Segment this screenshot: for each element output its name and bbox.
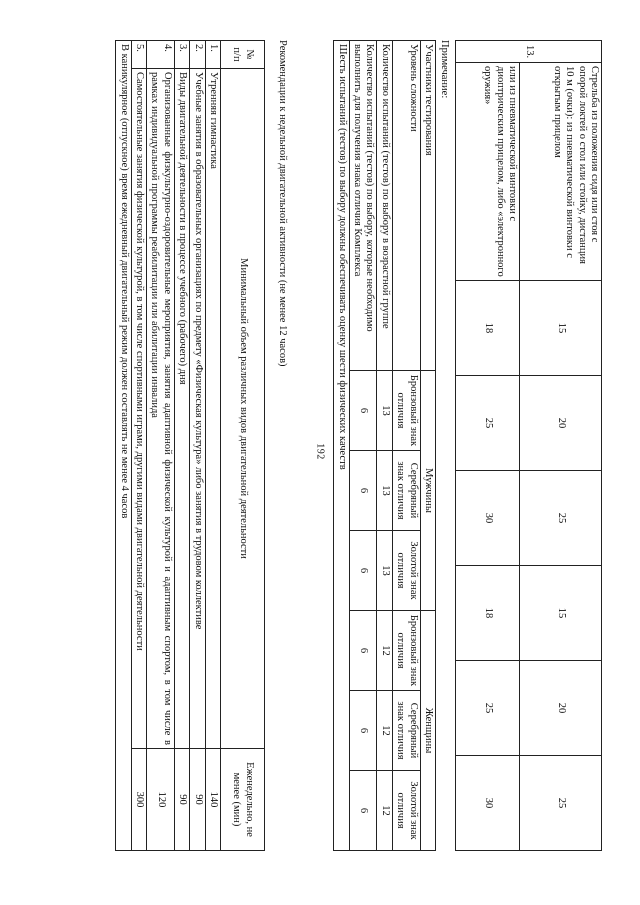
shooting-table — [455, 40, 602, 851]
shooting-row-open-sight — [520, 41, 602, 851]
participants-label: Участники тестирования — [420, 41, 435, 371]
note-footer-row — [334, 41, 349, 851]
note-row-tests-required — [349, 41, 377, 851]
recommend-desc: Утренняя гимнастика — [205, 69, 220, 749]
shooting-val: 20 — [520, 376, 602, 471]
recommend-header-row — [221, 41, 265, 851]
recommend-footer: В каникулярное (отпускное) время ежедневный двигательный режим должен составлять не менее 4 часов — [116, 41, 131, 851]
recommend-row — [205, 41, 220, 851]
shooting-row-diopter — [456, 41, 520, 851]
shooting-desc-diopter: или из пневматической винтовки с диоптрическим прицелом, либо «электронного оружия» — [456, 63, 520, 281]
note-val: 6 — [349, 611, 377, 691]
note-val: 12 — [377, 611, 392, 691]
recommend-val: 90 — [174, 749, 189, 851]
silver-label: Серебряный знак отличия — [392, 451, 420, 531]
shooting-desc-open-sight: Стрельба из положения сидя или стоя с опорой локтей о стол или стойку, дистанция 10 м (очки): из пневматической винтовки с открытым прицелом — [520, 63, 602, 281]
recommend-num: 4. — [147, 41, 175, 69]
bronze-label: Бронзовый знак отличия — [392, 371, 420, 451]
recommend-num: 5. — [131, 41, 146, 69]
recommend-desc: Самостоятельные занятия физической культурой, в том числе спортивными играми, другими видами двигательной деятельности — [131, 69, 146, 749]
note-table-block — [333, 40, 436, 851]
page-number: 192 — [314, 443, 326, 460]
recommend-row — [147, 41, 175, 851]
gold-label: Золотой знак отличия — [392, 531, 420, 611]
note-val: 13 — [377, 371, 392, 451]
note-val: 6 — [349, 771, 377, 851]
recommend-heading: Рекомендации к недельной двигательной активности (не менее 12 часов) — [277, 40, 288, 367]
gold-label: Золотой знак отличия — [392, 771, 420, 851]
shooting-val: 25 — [520, 756, 602, 851]
recommend-table — [115, 40, 265, 851]
note-table — [333, 40, 436, 851]
recommend-table-block — [115, 40, 265, 851]
shooting-val: 30 — [456, 756, 520, 851]
shooting-val: 25 — [456, 661, 520, 756]
note-val: 12 — [377, 771, 392, 851]
note-level-row — [392, 41, 420, 851]
note-val: 13 — [377, 451, 392, 531]
note-row-label: Количество испытаний (тестов) по выбору, которые необходимо выполнить для получения знака отличия Комплекса — [349, 41, 377, 371]
shooting-row-number: 13. — [456, 41, 602, 63]
shooting-val: 20 — [520, 661, 602, 756]
shooting-val: 30 — [456, 471, 520, 566]
recommend-desc: Виды двигательной деятельности в процессе учебного (рабочего) дня — [174, 69, 189, 749]
shooting-table-block — [455, 40, 602, 851]
level-label: Уровень сложности — [392, 41, 420, 371]
note-val: 6 — [349, 451, 377, 531]
shooting-val: 25 — [520, 471, 602, 566]
recommend-footer-row — [116, 41, 131, 851]
note-footer: Шесть испытаний (тестов) по выбору должны обеспечивать оценку шести физических качеств — [334, 41, 349, 851]
col-num-header: № п/п — [221, 41, 265, 69]
shooting-val: 15 — [520, 566, 602, 661]
note-val: 12 — [377, 691, 392, 771]
note-heading: Примечание: — [439, 40, 450, 99]
silver-label: Серебряный знак отличия — [392, 691, 420, 771]
note-val: 13 — [377, 531, 392, 611]
shooting-val: 15 — [520, 281, 602, 376]
shooting-val: 18 — [456, 566, 520, 661]
recommend-row — [174, 41, 189, 851]
col-week-header: Еженедельно, не менее (мин) — [221, 749, 265, 851]
recommend-row — [190, 41, 205, 851]
note-val: 6 — [349, 371, 377, 451]
note-val: 6 — [349, 531, 377, 611]
recommend-desc: Учебные занятия в образовательных организациях по предмету «Физическая культура» либо занятия в трудовом коллективе — [190, 69, 205, 749]
women-label: Женщины — [420, 611, 435, 851]
recommend-desc: Организованные физкультурно-оздоровительные мероприятия, занятия адаптивной физической культурой и адаптивным спортом, в том числе в рамках индивидуальной программы реабилитации или абилитации инвалида — [147, 69, 175, 749]
note-row-tests-in-group — [377, 41, 392, 851]
recommend-row — [131, 41, 146, 851]
note-val: 6 — [349, 691, 377, 771]
shooting-val: 25 — [456, 376, 520, 471]
recommend-num: 2. — [190, 41, 205, 69]
men-label: Мужчины — [420, 371, 435, 611]
bronze-label: Бронзовый знак отличия — [392, 611, 420, 691]
recommend-val: 90 — [190, 749, 205, 851]
recommend-val: 120 — [147, 749, 175, 851]
col-desc-header: Минимальный объем различных видов двигательной деятельности — [221, 69, 265, 749]
note-row-label: Количество испытаний (тестов) по выбору в возрастной группе — [377, 41, 392, 371]
recommend-val: 300 — [131, 749, 146, 851]
recommend-val: 140 — [205, 749, 220, 851]
shooting-val: 18 — [456, 281, 520, 376]
recommend-num: 3. — [174, 41, 189, 69]
note-participants-row — [420, 41, 435, 851]
recommend-num: 1. — [205, 41, 220, 69]
